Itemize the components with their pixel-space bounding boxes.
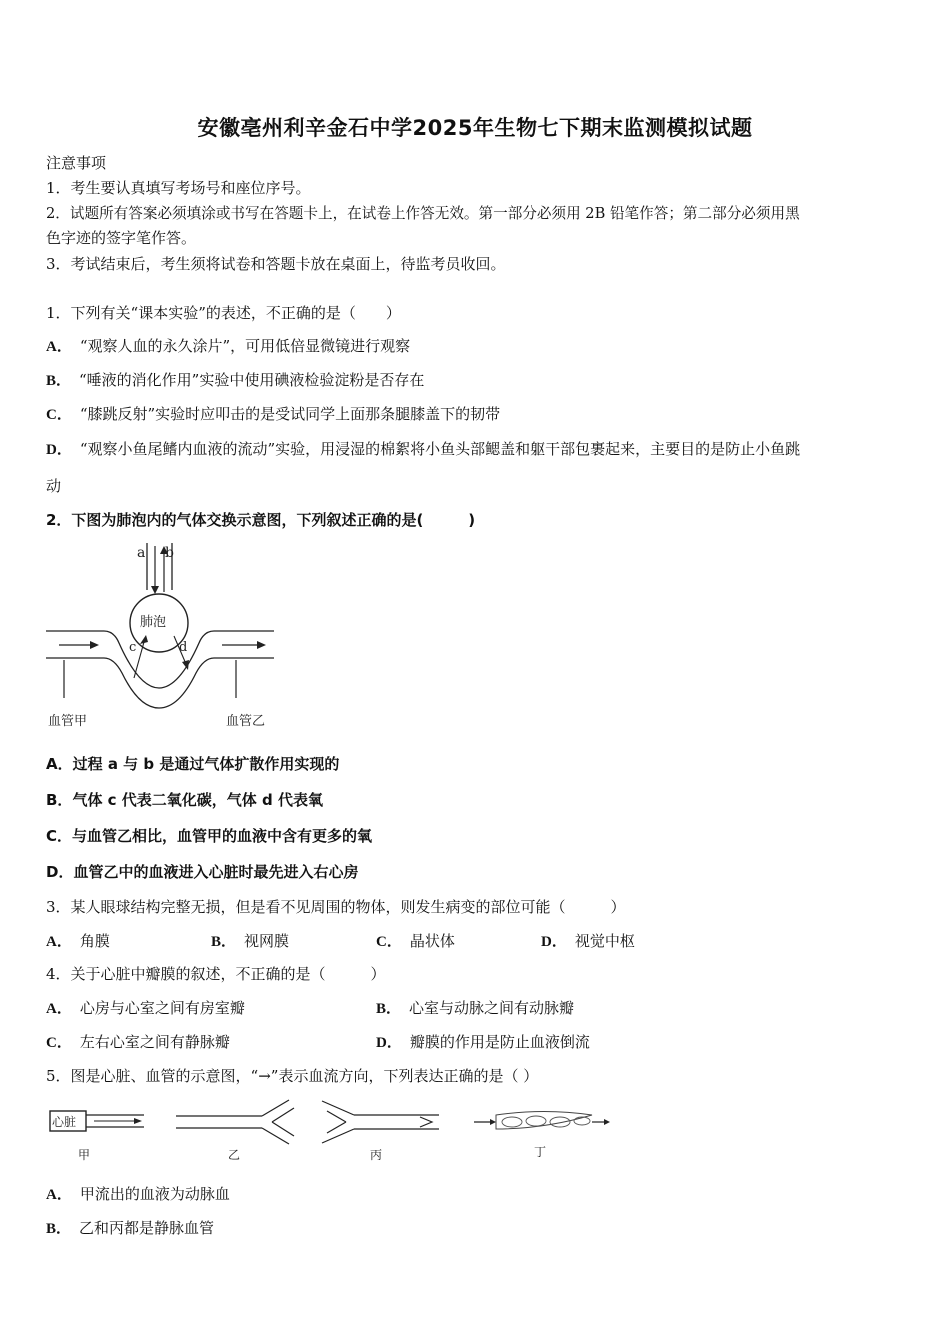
figure-bing-label: 丙 [370,1148,383,1162]
notice-item-2-line-2: 色字迹的签字笔作答。 [46,229,197,247]
heart-label: 心脏 [52,1115,77,1129]
option-key: C． [46,1035,72,1051]
q1-option-c [46,403,500,424]
vessel-jia-label: 血管甲 [48,714,88,729]
option-text: 瓣膜的作用是防止血液倒流 [409,1033,590,1051]
option-text: “观察小鱼尾鳍内血液的流动”实验，用浸湿的棉絮将小鱼头部鳃盖和躯干部包裹起来，主要目的是防止小鱼跳 [79,440,801,458]
label-b: b [165,545,174,561]
option-text: 过程 a 与 b 是通过气体扩散作用实现的 [72,755,340,773]
option-text: 左右心室之间有静脉瓣 [79,1033,230,1051]
label-c: c [129,640,137,655]
option-key: A． [46,339,72,355]
q2-option-d [46,861,358,882]
q1-option-d-continued: 动 [46,477,62,495]
option-text: 视网膜 [244,932,290,950]
label-a: a [137,545,146,561]
option-text: 晶状体 [409,932,455,950]
q2-stem: 2．下图为肺泡内的气体交换示意图，下列叙述正确的是( ) [46,511,476,529]
notice-item-2-line-1: 2．试题所有答案必须填涂或书写在答题卡上，在试卷上作答无效。第一部分必须用 2B 铅笔作答；第二部分必须用黑 [46,205,800,222]
option-key: B． [46,373,72,389]
q5-option-a [46,1183,230,1204]
option-key: D． [46,863,74,881]
option-key: A． [46,934,72,950]
heart-vessels-figure [44,1098,624,1168]
q3-stem: 3．某人眼球结构完整无损，但是看不见周围的物体，则发生病变的部位可能（ ） [46,898,626,916]
q3-option-a [46,930,110,951]
q4-option-a [46,997,245,1018]
option-text: 心室与动脉之间有动脉瓣 [409,999,575,1017]
notice-heading: 注意事项 [46,154,107,172]
option-text: 甲流出的血液为动脉血 [79,1185,230,1203]
notice-item-3: 3．考试结束后，考生须将试卷和答题卡放在桌面上，待监考员收回。 [46,255,506,273]
option-key: C． [46,407,72,423]
q4-stem: 4．关于心脏中瓣膜的叙述，不正确的是（ ） [46,965,386,983]
option-text: 与血管乙相比，血管甲的血液中含有更多的氧 [72,827,373,845]
notice-item-1: 1．考生要认真填写考场号和座位序号。 [46,179,311,197]
q1-option-a [46,335,410,356]
option-text: 角膜 [79,932,110,950]
page-title: 安徽亳州利辛金石中学2025年生物七下期末监测模拟试题 [197,116,753,140]
option-key: D． [46,442,72,458]
q2-option-a [46,753,339,774]
q3-option-d [541,930,635,951]
option-text: 心房与心室之间有房室瓣 [79,999,245,1017]
figure-jia-label: 甲 [78,1148,91,1162]
option-key: B． [376,1001,402,1017]
option-key: B． [46,1221,72,1237]
option-text: “观察人血的永久涂片”，可用低倍显微镜进行观察 [79,337,411,355]
q2-option-c [46,825,372,846]
option-key: A． [46,755,73,773]
option-key: D． [541,934,567,950]
option-key: A． [46,1001,72,1017]
label-d: d [179,640,188,655]
option-key: C． [46,827,73,845]
figure-yi-label: 乙 [228,1148,241,1162]
q5-option-b [46,1217,214,1238]
option-text: 乙和丙都是静脉血管 [79,1219,215,1237]
q3-option-c [376,930,455,951]
q2-option-b [46,789,323,810]
q3-option-b [211,930,289,951]
option-text: “膝跳反射”实验时应叩击的是受试同学上面那条腿膝盖下的韧带 [79,405,501,423]
q4-option-d [376,1031,590,1052]
q4-option-c [46,1031,230,1052]
figure-ding-label: 丁 [534,1145,547,1159]
alveolus-label: 肺泡 [140,615,167,630]
option-key: B． [211,934,237,950]
option-key: A． [46,1187,72,1203]
option-text: 视觉中枢 [574,932,635,950]
option-text: “唾液的消化作用”实验中使用碘液检验淀粉是否存在 [79,371,425,389]
q1-option-b [46,369,424,390]
q1-option-d [46,438,800,459]
option-key: D． [376,1035,402,1051]
option-text: 血管乙中的血液进入心脏时最先进入右心房 [73,863,359,881]
alveolar-gas-exchange-figure [44,538,284,733]
q5-stem: 5．图是心脏、血管的示意图，“→”表示血流方向，下列表达正确的是（ ） [46,1067,539,1085]
vessel-yi-label: 血管乙 [226,714,266,729]
option-text: 气体 c 代表二氧化碳，气体 d 代表氧 [72,791,323,809]
q4-option-b [376,997,574,1018]
option-key: B． [46,791,73,809]
q1-stem: 1．下列有关“课本实验”的表述，不正确的是（ ） [46,304,401,322]
option-key: C． [376,934,402,950]
